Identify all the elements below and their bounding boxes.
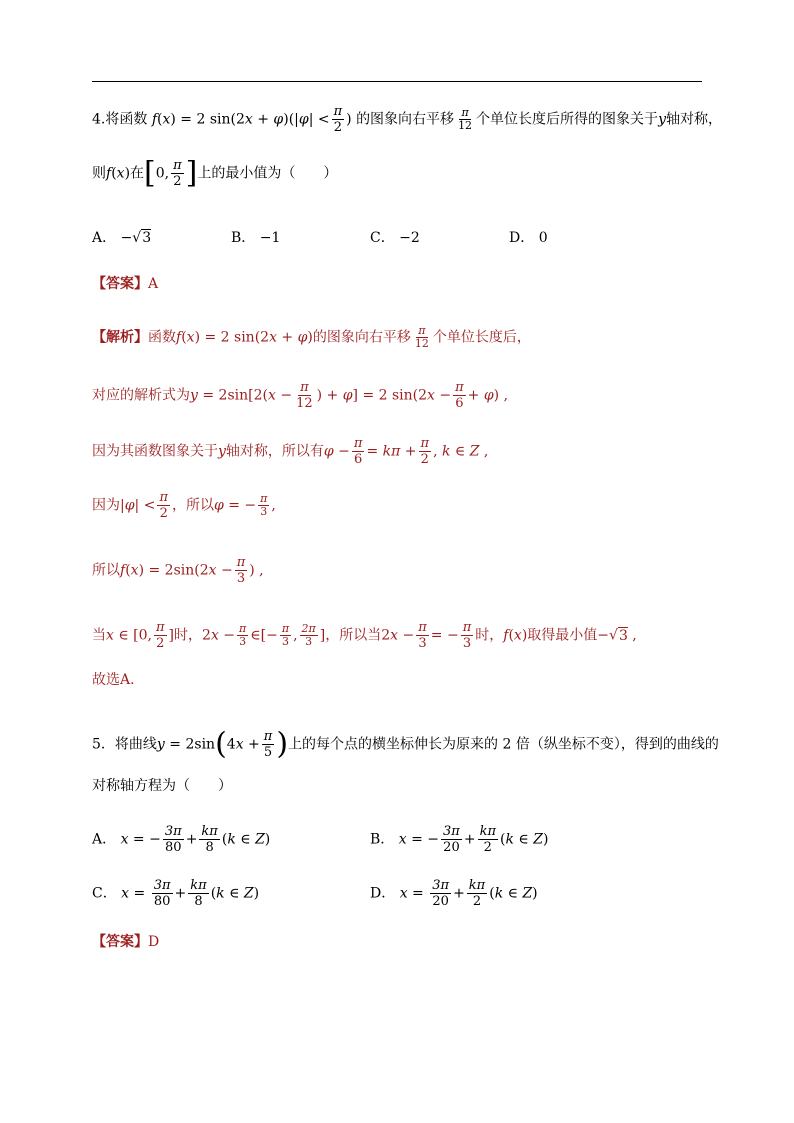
q5-answer: 【答案】D — [92, 934, 160, 950]
q4-option-c[interactable]: C． −2 — [370, 230, 420, 246]
header-rule — [92, 81, 702, 82]
q5-option-d[interactable]: D． x = $\frac{3\pi}{20}$ + $\frac{k\pi}{2}$ (k ∈ Z) — [370, 878, 538, 909]
q4-option-d[interactable]: D． 0 — [509, 230, 548, 246]
q5-option-c[interactable]: C． x = $\frac{3\pi}{80}$ + $\frac{k\pi}{8}$ (k ∈ Z) — [92, 878, 260, 909]
q5-stem-line2: 对称轴方程为（ ） — [92, 778, 232, 794]
q4-analysis-line7: 故选A. — [92, 672, 135, 688]
q4-analysis-line2: 对应的解析式为y = 2sin[2(x − $\frac{\pi}{12}$ ) + φ] = 2 sin(2x − $\frac{\pi}{6}$ + φ) , — [92, 380, 509, 411]
q4-option-a[interactable]: A． −√3 — [92, 230, 152, 246]
q4-analysis-line5: 所以f(x) = 2sin(2x − $\frac{\pi}{3}$ ) , — [92, 555, 264, 586]
q5-option-b[interactable]: B． x = − $\frac{3\pi}{20}$ + $\frac{k\pi}{2}$ (k ∈ Z) — [370, 824, 549, 855]
q4-analysis-line3: 因为其函数图象关于y轴对称，所以有φ − $\frac{\pi}{6}$ = kπ + $\frac{\pi}{2}$ , k ∈ Z , — [92, 436, 489, 467]
q4-analysis-line4: 因为|φ| < $\frac{\pi}{2}$ ，所以φ = − $\frac{\pi}{3}$ , — [92, 490, 276, 521]
q4-stem-line1: 4.将函数 f(x) = 2 sin(2x + φ)(|φ| < $\frac{\pi}{2}$ ) 的图象向右平移 $\frac{\pi}{12}$ 个单位长度后所得的图象关于y轴对称， — [92, 104, 722, 135]
q4-stem-line2: 则f(x)在[0, $\frac{\pi}{2}$ ]上的最小值为（ ） — [92, 155, 338, 191]
q4-answer: 【答案】A — [92, 276, 159, 292]
q4-analysis-line6: 当x ∈ [0, $\frac{\pi}{2}$ ]时，2x − $\frac{\pi}{3}$ ∈[− $\frac{\pi}{3}$ , $\frac{2\pi}{3}$ ]，所以当2x − $\frac{\pi}{3}$ = − $\frac{\pi}{3}$ 时，f(x)取得最小值−√3 , — [92, 620, 637, 651]
q5-option-a[interactable]: A． x = − $\frac{3\pi}{80}$ + $\frac{k\pi}{8}$ (k ∈ Z) — [92, 824, 271, 855]
q5-stem-line1: 5．将曲线y = 2sin(4x + $\frac{\pi}{5}$ )上的每个点的横坐标伸长为原来的 2 倍（纵坐标不变），得到的曲线的 — [92, 726, 719, 762]
q4-option-b[interactable]: B． −1 — [231, 230, 281, 246]
q4-analysis-line1: 【解析】函数f(x) = 2 sin(2x + φ)的图象向右平移 $\frac{\pi}{12}$ 个单位长度后， — [92, 324, 531, 350]
